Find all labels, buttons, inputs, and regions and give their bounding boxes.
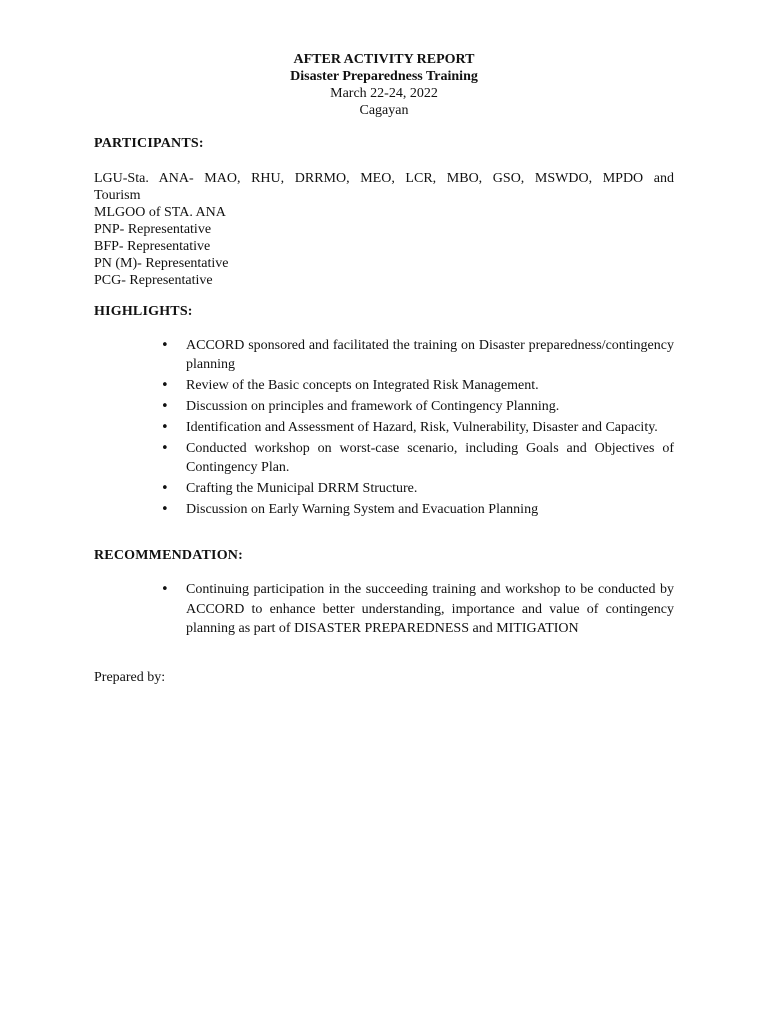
report-location: Cagayan: [359, 103, 409, 118]
report-header: [0, 51, 768, 119]
participant-line: LGU-Sta. ANA- MAO, RHU, DRRMO, MEO, LCR, MBO, GSO, MSWDO, MPDO and: [94, 171, 674, 186]
participant-line: PNP- Representative: [94, 222, 212, 237]
report-date: March 22-24, 2022: [330, 86, 438, 101]
participant-line: PN (M)- Representative: [94, 256, 229, 271]
highlights-list: [186, 336, 674, 521]
participants-list: [94, 170, 674, 289]
list-item: • Discussion on principles and framework of Contingency Planning.: [186, 397, 674, 416]
list-item: • Conducted workshop on worst-case scenario, including Goals and Objectives of Contingency Plan.: [186, 439, 674, 477]
report-subtitle: Disaster Preparedness Training: [290, 69, 478, 84]
prepared-by-label: Prepared by:: [94, 670, 166, 685]
participant-line: Tourism: [94, 188, 141, 203]
recommendation-heading: RECOMMENDATION:: [94, 548, 243, 563]
list-item: • Review of the Basic concepts on Integrated Risk Management.: [186, 376, 674, 395]
list-item: • Identification and Assessment of Hazard, Risk, Vulnerability, Disaster and Capacity.: [186, 418, 674, 437]
report-title: AFTER ACTIVITY REPORT: [293, 52, 475, 67]
list-item: • Continuing participation in the succeeding training and workshop to be conducted by ACCORD to enhance better understanding, importance and value of contingency planning as part of DISASTER PREPAREDNESS and MITIGATION: [186, 580, 674, 639]
participant-line: MLGOO of STA. ANA: [94, 205, 226, 220]
list-item: • ACCORD sponsored and facilitated the training on Disaster preparedness/contingency planning: [186, 336, 674, 374]
highlights-heading: HIGHLIGHTS:: [94, 304, 193, 319]
participant-line: PCG- Representative: [94, 273, 213, 288]
participant-line: BFP- Representative: [94, 239, 211, 254]
participants-heading: PARTICIPANTS:: [94, 136, 204, 151]
recommendation-list: [186, 580, 674, 639]
list-item: • Discussion on Early Warning System and Evacuation Planning: [186, 500, 674, 519]
list-item: • Crafting the Municipal DRRM Structure.: [186, 479, 674, 498]
